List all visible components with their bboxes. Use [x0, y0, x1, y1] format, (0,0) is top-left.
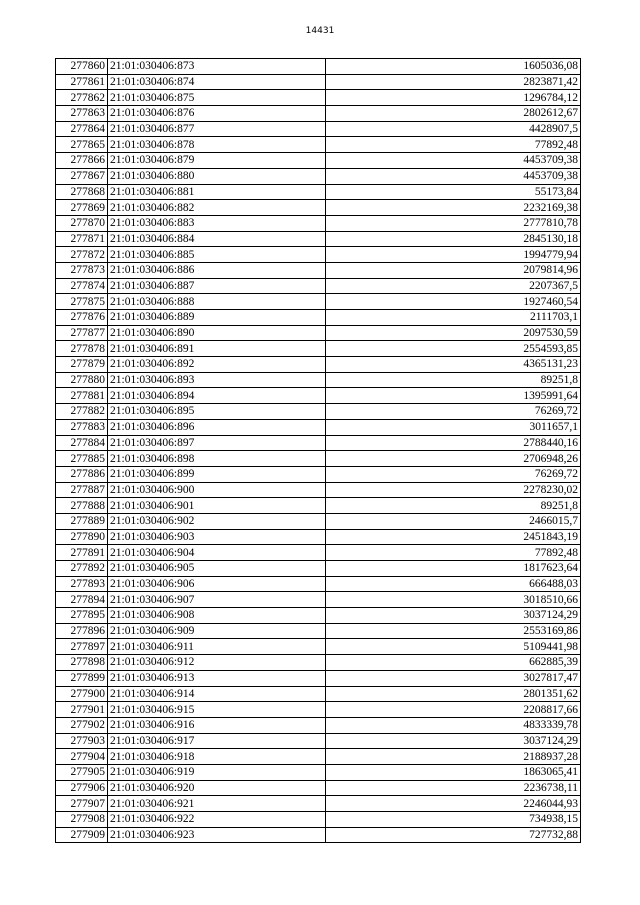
row-id-cell: 277882	[56, 404, 108, 420]
cadastral-number-cell: 21:01:030406:901	[108, 498, 326, 514]
cadastral-number-cell: 21:01:030406:888	[108, 294, 326, 310]
value-cell: 2111703,1	[326, 310, 581, 326]
table-row	[56, 749, 581, 765]
value-cell: 1863065,41	[326, 764, 581, 780]
table-row	[56, 451, 581, 467]
cadastral-number-cell: 21:01:030406:913	[108, 670, 326, 686]
row-id-cell: 277881	[56, 388, 108, 404]
row-id-cell: 277875	[56, 294, 108, 310]
value-cell: 2802612,67	[326, 106, 581, 122]
value-cell: 2207367,5	[326, 278, 581, 294]
row-id-cell: 277897	[56, 639, 108, 655]
row-id-cell: 277869	[56, 200, 108, 216]
row-id-cell: 277866	[56, 153, 108, 169]
cadastral-number-cell: 21:01:030406:891	[108, 341, 326, 357]
value-cell: 1296784,12	[326, 90, 581, 106]
cadastral-number-cell: 21:01:030406:921	[108, 796, 326, 812]
row-id-cell: 277906	[56, 780, 108, 796]
value-cell: 1994779,94	[326, 247, 581, 263]
table-row	[56, 184, 581, 200]
table-row	[56, 561, 581, 577]
table-row	[56, 545, 581, 561]
cadastral-number-cell: 21:01:030406:881	[108, 184, 326, 200]
value-cell: 4453709,38	[326, 168, 581, 184]
table-row	[56, 498, 581, 514]
table-row	[56, 812, 581, 828]
table-row	[56, 576, 581, 592]
cadastral-number-cell: 21:01:030406:898	[108, 451, 326, 467]
row-id-cell: 277903	[56, 733, 108, 749]
cadastral-number-cell: 21:01:030406:904	[108, 545, 326, 561]
table-row	[56, 623, 581, 639]
table-row	[56, 670, 581, 686]
row-id-cell: 277876	[56, 310, 108, 326]
table-row	[56, 435, 581, 451]
value-cell: 2208817,66	[326, 702, 581, 718]
value-cell: 2079814,96	[326, 262, 581, 278]
value-cell: 3037124,29	[326, 608, 581, 624]
value-cell: 4428907,5	[326, 121, 581, 137]
table-body	[56, 59, 581, 843]
row-id-cell: 277871	[56, 231, 108, 247]
value-cell: 1395991,64	[326, 388, 581, 404]
table-row	[56, 278, 581, 294]
cadastral-number-cell: 21:01:030406:905	[108, 561, 326, 577]
row-id-cell: 277880	[56, 372, 108, 388]
cadastral-number-cell: 21:01:030406:899	[108, 466, 326, 482]
table-row	[56, 121, 581, 137]
cadastral-number-cell: 21:01:030406:903	[108, 529, 326, 545]
row-id-cell: 277885	[56, 451, 108, 467]
row-id-cell: 277895	[56, 608, 108, 624]
cadastral-number-cell: 21:01:030406:874	[108, 74, 326, 90]
row-id-cell: 277894	[56, 592, 108, 608]
value-cell: 2706948,26	[326, 451, 581, 467]
value-cell: 2554593,85	[326, 341, 581, 357]
table-row	[56, 106, 581, 122]
row-id-cell: 277860	[56, 59, 108, 75]
value-cell: 2466015,7	[326, 513, 581, 529]
table-row	[56, 74, 581, 90]
table-row	[56, 231, 581, 247]
row-id-cell: 277862	[56, 90, 108, 106]
value-cell: 1605036,08	[326, 59, 581, 75]
value-cell: 4833339,78	[326, 717, 581, 733]
table-row	[56, 764, 581, 780]
table-row	[56, 325, 581, 341]
row-id-cell: 277900	[56, 686, 108, 702]
cadastral-number-cell: 21:01:030406:918	[108, 749, 326, 765]
table-row	[56, 466, 581, 482]
value-cell: 727732,88	[326, 827, 581, 843]
value-cell: 3027817,47	[326, 670, 581, 686]
cadastral-number-cell: 21:01:030406:917	[108, 733, 326, 749]
table-row	[56, 686, 581, 702]
value-cell: 55173,84	[326, 184, 581, 200]
table-row	[56, 262, 581, 278]
value-cell: 2246044,93	[326, 796, 581, 812]
row-id-cell: 277907	[56, 796, 108, 812]
table-row	[56, 513, 581, 529]
cadastral-number-cell: 21:01:030406:906	[108, 576, 326, 592]
cadastral-number-cell: 21:01:030406:919	[108, 764, 326, 780]
row-id-cell: 277896	[56, 623, 108, 639]
row-id-cell: 277908	[56, 812, 108, 828]
value-cell: 2845130,18	[326, 231, 581, 247]
cadastral-number-cell: 21:01:030406:902	[108, 513, 326, 529]
table-row	[56, 733, 581, 749]
table-row	[56, 717, 581, 733]
cadastral-number-cell: 21:01:030406:915	[108, 702, 326, 718]
table-row	[56, 247, 581, 263]
table-row	[56, 168, 581, 184]
row-id-cell: 277901	[56, 702, 108, 718]
value-cell: 77892,48	[326, 137, 581, 153]
table-row	[56, 388, 581, 404]
row-id-cell: 277888	[56, 498, 108, 514]
table-row	[56, 655, 581, 671]
cadastral-value-table	[55, 58, 581, 843]
table-row	[56, 592, 581, 608]
value-cell: 2236738,11	[326, 780, 581, 796]
cadastral-number-cell: 21:01:030406:886	[108, 262, 326, 278]
row-id-cell: 277890	[56, 529, 108, 545]
table-row	[56, 357, 581, 373]
cadastral-number-cell: 21:01:030406:873	[108, 59, 326, 75]
table-row	[56, 294, 581, 310]
cadastral-number-cell: 21:01:030406:896	[108, 419, 326, 435]
cadastral-number-cell: 21:01:030406:894	[108, 388, 326, 404]
table-row	[56, 827, 581, 843]
cadastral-number-cell: 21:01:030406:884	[108, 231, 326, 247]
cadastral-number-cell: 21:01:030406:876	[108, 106, 326, 122]
row-id-cell: 277909	[56, 827, 108, 843]
table-row	[56, 419, 581, 435]
row-id-cell: 277883	[56, 419, 108, 435]
table-row	[56, 639, 581, 655]
cadastral-number-cell: 21:01:030406:920	[108, 780, 326, 796]
row-id-cell: 277879	[56, 357, 108, 373]
value-cell: 1817623,64	[326, 561, 581, 577]
row-id-cell: 277861	[56, 74, 108, 90]
table-row	[56, 780, 581, 796]
row-id-cell: 277867	[56, 168, 108, 184]
value-cell: 2777810,78	[326, 215, 581, 231]
value-cell: 76269,72	[326, 466, 581, 482]
table-row	[56, 529, 581, 545]
row-id-cell: 277891	[56, 545, 108, 561]
cadastral-number-cell: 21:01:030406:897	[108, 435, 326, 451]
table-row	[56, 90, 581, 106]
row-id-cell: 277878	[56, 341, 108, 357]
cadastral-number-cell: 21:01:030406:880	[108, 168, 326, 184]
table-row	[56, 404, 581, 420]
row-id-cell: 277868	[56, 184, 108, 200]
cadastral-number-cell: 21:01:030406:900	[108, 482, 326, 498]
row-id-cell: 277905	[56, 764, 108, 780]
value-cell: 3011657,1	[326, 419, 581, 435]
cadastral-number-cell: 21:01:030406:883	[108, 215, 326, 231]
value-cell: 2451843,19	[326, 529, 581, 545]
value-cell: 4453709,38	[326, 153, 581, 169]
cadastral-number-cell: 21:01:030406:877	[108, 121, 326, 137]
row-id-cell: 277892	[56, 561, 108, 577]
value-cell: 2553169,86	[326, 623, 581, 639]
cadastral-number-cell: 21:01:030406:885	[108, 247, 326, 263]
table-row	[56, 215, 581, 231]
table-row	[56, 59, 581, 75]
page-number: 14431	[305, 26, 335, 36]
cadastral-number-cell: 21:01:030406:882	[108, 200, 326, 216]
table-row	[56, 153, 581, 169]
row-id-cell: 277874	[56, 278, 108, 294]
row-id-cell: 277898	[56, 655, 108, 671]
value-cell: 3018510,66	[326, 592, 581, 608]
table-row	[56, 702, 581, 718]
cadastral-number-cell: 21:01:030406:892	[108, 357, 326, 373]
value-cell: 2801351,62	[326, 686, 581, 702]
cadastral-number-cell: 21:01:030406:895	[108, 404, 326, 420]
row-id-cell: 277902	[56, 717, 108, 733]
value-cell: 734938,15	[326, 812, 581, 828]
value-cell: 1927460,54	[326, 294, 581, 310]
row-id-cell: 277870	[56, 215, 108, 231]
cadastral-number-cell: 21:01:030406:922	[108, 812, 326, 828]
value-cell: 2232169,38	[326, 200, 581, 216]
value-cell: 76269,72	[326, 404, 581, 420]
row-id-cell: 277864	[56, 121, 108, 137]
row-id-cell: 277893	[56, 576, 108, 592]
cadastral-number-cell: 21:01:030406:914	[108, 686, 326, 702]
row-id-cell: 277886	[56, 466, 108, 482]
value-cell: 4365131,23	[326, 357, 581, 373]
value-cell: 89251,8	[326, 372, 581, 388]
cadastral-number-cell: 21:01:030406:887	[108, 278, 326, 294]
table-row	[56, 796, 581, 812]
row-id-cell: 277877	[56, 325, 108, 341]
table-row	[56, 200, 581, 216]
row-id-cell: 277887	[56, 482, 108, 498]
table-row	[56, 341, 581, 357]
cadastral-number-cell: 21:01:030406:907	[108, 592, 326, 608]
cadastral-number-cell: 21:01:030406:889	[108, 310, 326, 326]
value-cell: 77892,48	[326, 545, 581, 561]
cadastral-number-cell: 21:01:030406:879	[108, 153, 326, 169]
row-id-cell: 277873	[56, 262, 108, 278]
cadastral-number-cell: 21:01:030406:909	[108, 623, 326, 639]
value-cell: 666488,03	[326, 576, 581, 592]
table-row	[56, 608, 581, 624]
table-row	[56, 310, 581, 326]
cadastral-number-cell: 21:01:030406:916	[108, 717, 326, 733]
value-cell: 2788440,16	[326, 435, 581, 451]
cadastral-number-cell: 21:01:030406:875	[108, 90, 326, 106]
row-id-cell: 277904	[56, 749, 108, 765]
value-cell: 2823871,42	[326, 74, 581, 90]
cadastral-number-cell: 21:01:030406:923	[108, 827, 326, 843]
row-id-cell: 277872	[56, 247, 108, 263]
row-id-cell: 277889	[56, 513, 108, 529]
value-cell: 89251,8	[326, 498, 581, 514]
value-cell: 2278230,02	[326, 482, 581, 498]
cadastral-number-cell: 21:01:030406:893	[108, 372, 326, 388]
cadastral-number-cell: 21:01:030406:878	[108, 137, 326, 153]
row-id-cell: 277899	[56, 670, 108, 686]
value-cell: 2188937,28	[326, 749, 581, 765]
table-row	[56, 482, 581, 498]
value-cell: 2097530,59	[326, 325, 581, 341]
row-id-cell: 277865	[56, 137, 108, 153]
value-cell: 3037124,29	[326, 733, 581, 749]
cadastral-number-cell: 21:01:030406:890	[108, 325, 326, 341]
table-row	[56, 372, 581, 388]
cadastral-number-cell: 21:01:030406:911	[108, 639, 326, 655]
value-cell: 5109441,98	[326, 639, 581, 655]
cadastral-number-cell: 21:01:030406:908	[108, 608, 326, 624]
value-cell: 662885,39	[326, 655, 581, 671]
cadastral-number-cell: 21:01:030406:912	[108, 655, 326, 671]
row-id-cell: 277884	[56, 435, 108, 451]
table-row	[56, 137, 581, 153]
row-id-cell: 277863	[56, 106, 108, 122]
